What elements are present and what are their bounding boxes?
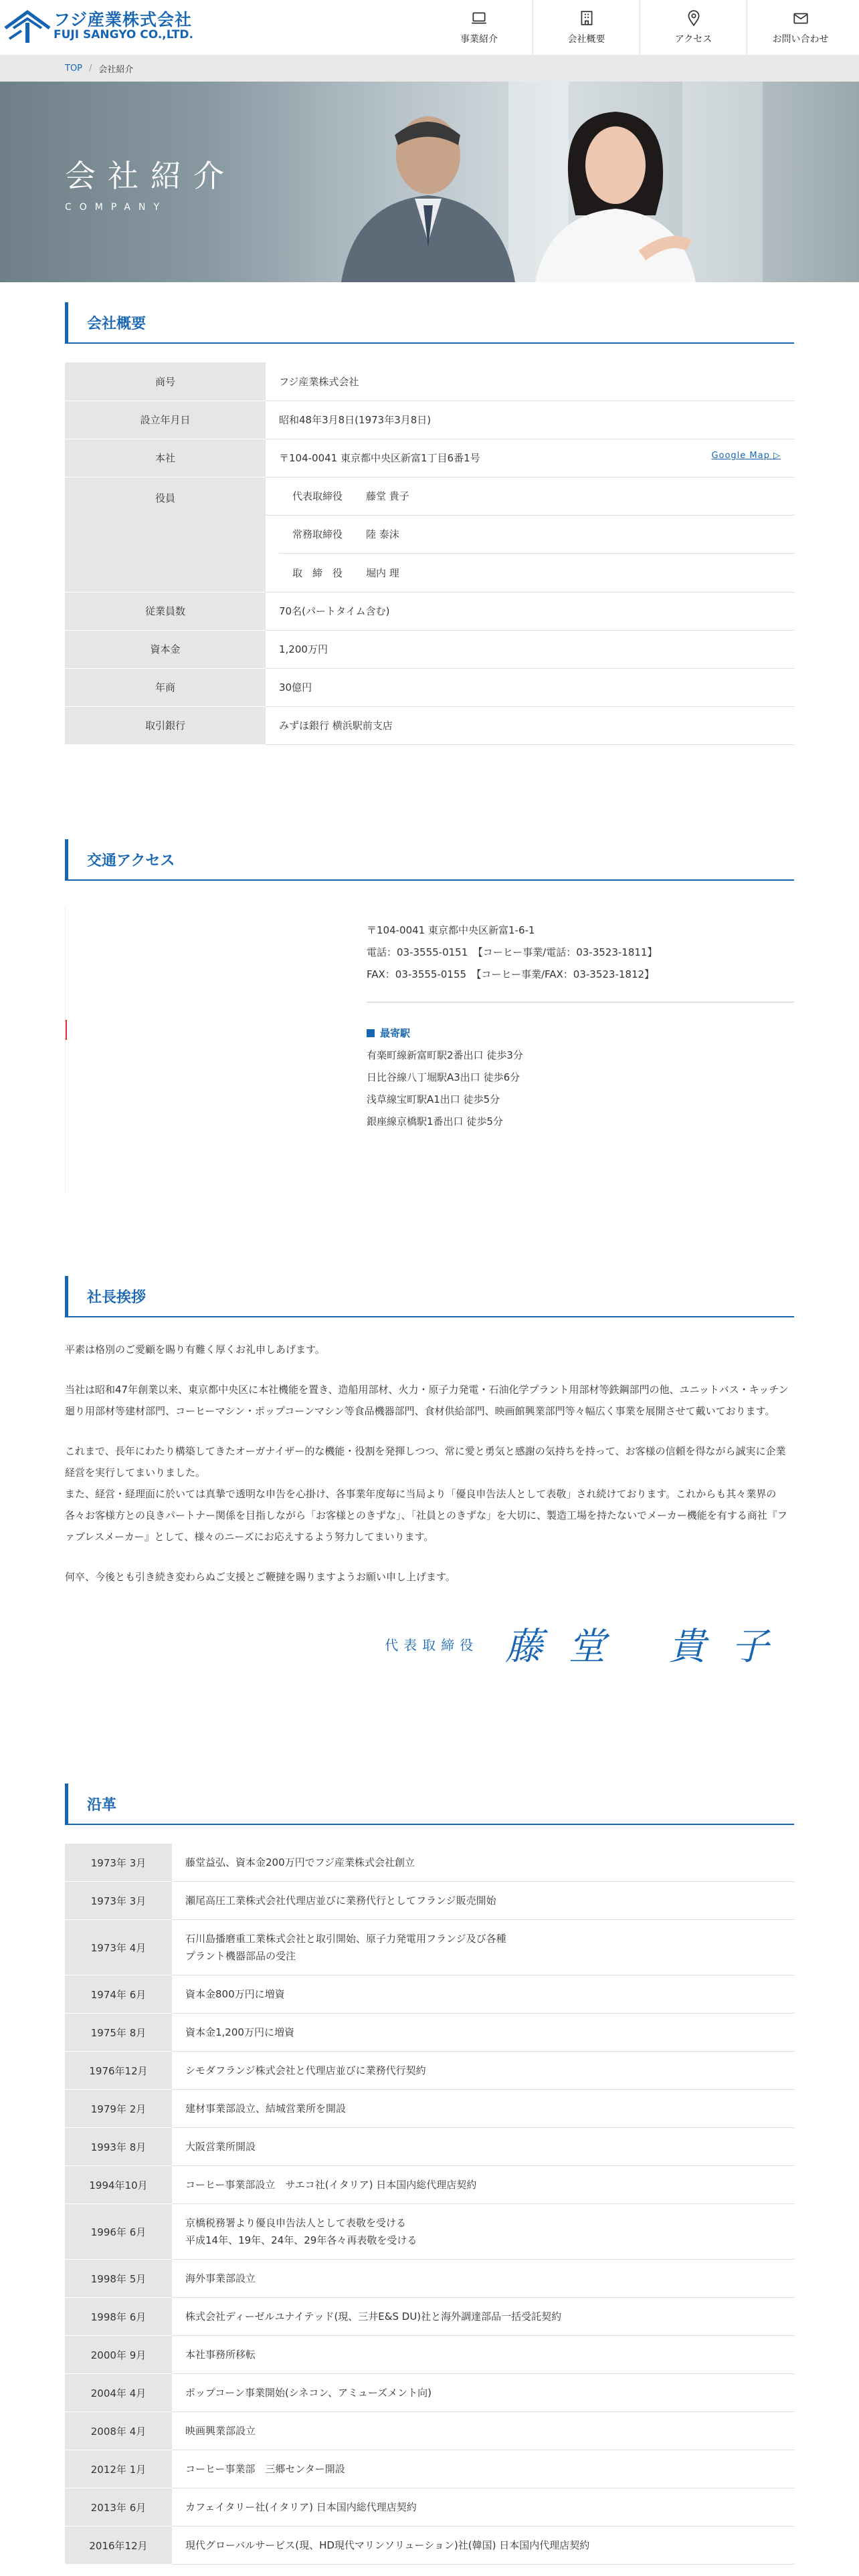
officer-name: 堀内 理 [366,566,399,579]
hero-businessman-image [314,108,515,282]
nav-contact[interactable] [747,0,854,55]
history-date: 1973年 4月 [65,1920,172,1975]
history-date: 1998年 5月 [65,2260,172,2298]
logo-text-en: FUJI SANGYO CO.,LTD. [54,28,193,42]
overview-label: 取引銀行 [65,706,266,744]
nav-access-label: アクセス [674,34,712,45]
map-border [65,906,66,1194]
station-heading: 最寄駅 [367,1023,794,1045]
history-date: 1974年 6月 [65,1975,172,2014]
overview-row [65,592,794,630]
history-event: 建材事業部設立、結城営業所を開設 [172,2090,794,2128]
history-row [65,2204,794,2260]
history-row [65,2166,794,2204]
officer-title: 代表取締役 [292,490,343,502]
station-item: 日比谷線八丁堀駅A3出口 徒歩6分 [367,1071,520,1083]
officer-title: 常務取締役 [292,528,343,540]
access-info [367,920,794,1133]
overview-row [65,630,794,668]
history-heading: 沿革 [65,1784,794,1825]
overview-value: みずほ銀行 横浜駅前支店 [266,706,794,744]
nav-business[interactable] [425,0,533,55]
nav-contact-label: お問い合わせ [772,34,829,45]
greeting-paragraph: これまで、長年にわたり構築してきたオーガナイザー的な機能・役割を発揮しつつ、常に愛と勇気と感謝の気持ちを持って、お客様の信頼を得ながら誠実に企業経営を実行してまいりました。 また、経営・経理面に於いては真摯で透明な申告を心掛け、各事業年度毎に当局より「優良申告法人として表敬」され続けております。これからも其々業界の各々お客様方との良きパートナー関係を目指しながら「お客様とのきずな」、「社員とのきずな」を大切に、製造工場を持たないでメーカー機能を有する商社『ファブレスメーカー』として、様々のニーズにお応えするよう努力してまいります。 [65,1445,787,1543]
access-address: 〒104-0041 東京都中央区新富1-6-1 [367,924,535,936]
history-date: 2016年12月 [65,2527,172,2565]
overview-section [65,302,794,745]
overview-row-officers [65,477,794,592]
nav-access[interactable] [640,0,747,55]
overview-label: 設立年月日 [65,401,266,439]
overview-value: 1,200万円 [266,630,794,668]
officer-name: 陸 泰沫 [366,528,399,540]
history-date: 1973年 3月 [65,1844,172,1882]
history-event: 海外事業部設立 [172,2260,794,2298]
overview-label: 商号 [65,362,266,401]
officer-row [279,516,794,554]
overview-label: 従業員数 [65,592,266,630]
history-event: 資本金800万円に増資 [172,1975,794,2014]
greeting-paragraph: 何卒、今後とも引き続き変わらぬご支援とご鞭撻を賜りますようお願い申し上げます。 [65,1571,456,1583]
overview-value: 70名(パートタイム含む) [266,592,794,630]
history-row [65,2090,794,2128]
history-date: 1973年 3月 [65,1882,172,1920]
laptop-icon [470,9,488,27]
history-event: 株式会社ディーゼルユナイテッド(現、三井E&S DU)社と海外調達部品一括受託契約 [172,2298,794,2336]
history-date: 2008年 4月 [65,2412,172,2450]
history-event: コーヒー事業部 三郷センター開設 [172,2450,794,2488]
history-row [65,2298,794,2336]
officer-name: 藤堂 貴子 [366,490,409,502]
history-event: 本社事務所移転 [172,2336,794,2374]
overview-address-cell [266,439,794,477]
hero-banner [0,82,859,282]
history-date: 1975年 8月 [65,2014,172,2052]
history-event: コーヒー事業部設立 サエコ社(イタリア) 日本国内総代理店契約 [172,2166,794,2204]
overview-heading: 会社概要 [65,302,794,344]
overview-value: 〒104-0041 東京都中央区新富1丁目6番1号 [279,452,480,464]
history-event: 京橋税務署より優良申告法人として表敬を受ける 平成14年、19年、24年、29年各々再表敬を受ける [172,2204,794,2260]
history-row [65,1844,794,1882]
site-logo[interactable] [4,8,193,44]
google-map-link[interactable]: Google Map ▷ [711,451,781,461]
history-event: 映画興業部設立 [172,2412,794,2450]
access-section [65,839,794,1214]
greeting-body [65,1339,794,1588]
history-date: 1998年 6月 [65,2298,172,2336]
overview-row [65,668,794,706]
history-date: 2004年 4月 [65,2374,172,2412]
overview-label: 資本金 [65,630,266,668]
building-icon [578,9,595,27]
overview-table [65,362,794,745]
history-date: 2012年 1月 [65,2450,172,2488]
hero-subtitle: COMPANY [65,202,168,213]
history-row [65,2336,794,2374]
greeting-section [65,1276,794,1697]
access-heading: 交通アクセス [65,839,794,881]
overview-label: 役員 [65,477,266,592]
history-row [65,2260,794,2298]
hero-businesswoman-image [508,102,709,282]
history-event: シモダフランジ株式会社と代理店並びに業務代行契約 [172,2052,794,2090]
station-item: 有楽町線新富町駅2番出口 徒歩3分 [367,1049,523,1061]
history-date: 2000年 9月 [65,2336,172,2374]
history-event: 資本金1,200万円に増資 [172,2014,794,2052]
overview-row [65,706,794,744]
nav-company[interactable] [533,0,640,55]
overview-row [65,439,794,477]
overview-value: 昭和48年3月8日(1973年3月8日) [266,401,794,439]
history-date: 2013年 6月 [65,2488,172,2527]
history-event: 藤堂益弘、資本金200万円でフジ産業株式会社創立 [172,1844,794,1882]
history-row [65,2128,794,2166]
president-signature [385,1617,794,1671]
overview-row [65,362,794,401]
signature-title: 代表取締役 [385,1636,479,1653]
history-date: 1979年 2月 [65,2090,172,2128]
officer-row [266,477,794,516]
history-row [65,2052,794,2090]
history-row [65,2527,794,2565]
breadcrumb-separator: / [89,63,92,74]
history-row [65,2412,794,2450]
history-row [65,2014,794,2052]
overview-value: フジ産業株式会社 [266,362,794,401]
access-tel: 電話：03-3555-0151 【コーヒー事業/電話：03-3523-1811】 [367,946,658,958]
history-date: 1996年 6月 [65,2204,172,2260]
hero-title: 会社紹介 [65,158,236,194]
breadcrumb [0,55,859,82]
greeting-paragraph: 当社は昭和47年創業以来、東京都中央区に本社機能を置き、造船用部材、火力・原子力発電・石油化学プラント用部材等鉄鋼部門の他、ユニットバス・キッチン廻り用部材等建材部門、コーヒーマシン・ポップコーンマシン等食品機器部門、食材供給部門、映画館興業部門等々幅広く事業を展開させて戴いております。 [65,1384,789,1417]
greeting-heading: 社長挨拶 [65,1276,794,1317]
overview-value: 30億円 [266,668,794,706]
history-table [65,1844,794,2565]
signature-name: 藤堂 貴子 [505,1625,794,1669]
officer-row [279,554,794,592]
history-event: カフェイタリー社(イタリア) 日本国内総代理店契約 [172,2488,794,2527]
logo-mark-icon [4,8,51,44]
embedded-map[interactable] [65,906,332,1194]
history-event: 石川島播磨重工業株式会社と取引開始、原子力発電用フランジ及び各種 プラント機器部品の受注 [172,1920,794,1975]
station-item: 銀座線京橋駅1番出口 徒歩5分 [367,1115,503,1128]
history-section [65,1784,794,2565]
site-header [0,0,859,55]
history-row [65,2450,794,2488]
history-event: 現代グローバルサービス(現、HD現代マリンソリューション)社(韓国) 日本国内代理店契約 [172,2527,794,2565]
map-pin-icon [685,9,702,27]
breadcrumb-current: 会社紹介 [98,64,134,75]
officers-cell [266,477,794,592]
history-event: 大阪営業所開設 [172,2128,794,2166]
history-event: 瀬尾高圧工業株式会社代理店並びに業務代行としてフランジ販売開始 [172,1882,794,1920]
officer-title: 取 締 役 [292,566,343,579]
mail-icon [792,9,809,27]
history-row [65,1975,794,2014]
greeting-paragraph: 平素は格別のご愛顧を賜り有難く厚くお礼申しあげます。 [65,1344,325,1356]
history-row [65,2488,794,2527]
history-row [65,2374,794,2412]
logo-text-jp: フジ産業株式会社 [54,9,193,29]
history-date: 1994年10月 [65,2166,172,2204]
global-nav [425,0,854,55]
breadcrumb-home-link[interactable]: TOP [65,63,83,74]
overview-row [65,401,794,439]
history-row [65,1920,794,1975]
history-date: 1993年 8月 [65,2128,172,2166]
nav-company-label: 会社概要 [567,34,605,45]
access-fax: FAX：03-3555-0155 【コーヒー事業/FAX：03-3523-1812】 [367,968,655,980]
history-event: ポップコーン事業開始(シネコン、アミューズメント向) [172,2374,794,2412]
overview-label: 本社 [65,439,266,477]
history-row [65,1882,794,1920]
nav-business-label: 事業紹介 [460,34,498,45]
station-item: 浅草線宝町駅A1出口 徒歩5分 [367,1093,500,1105]
history-date: 1976年12月 [65,2052,172,2090]
overview-label: 年商 [65,668,266,706]
